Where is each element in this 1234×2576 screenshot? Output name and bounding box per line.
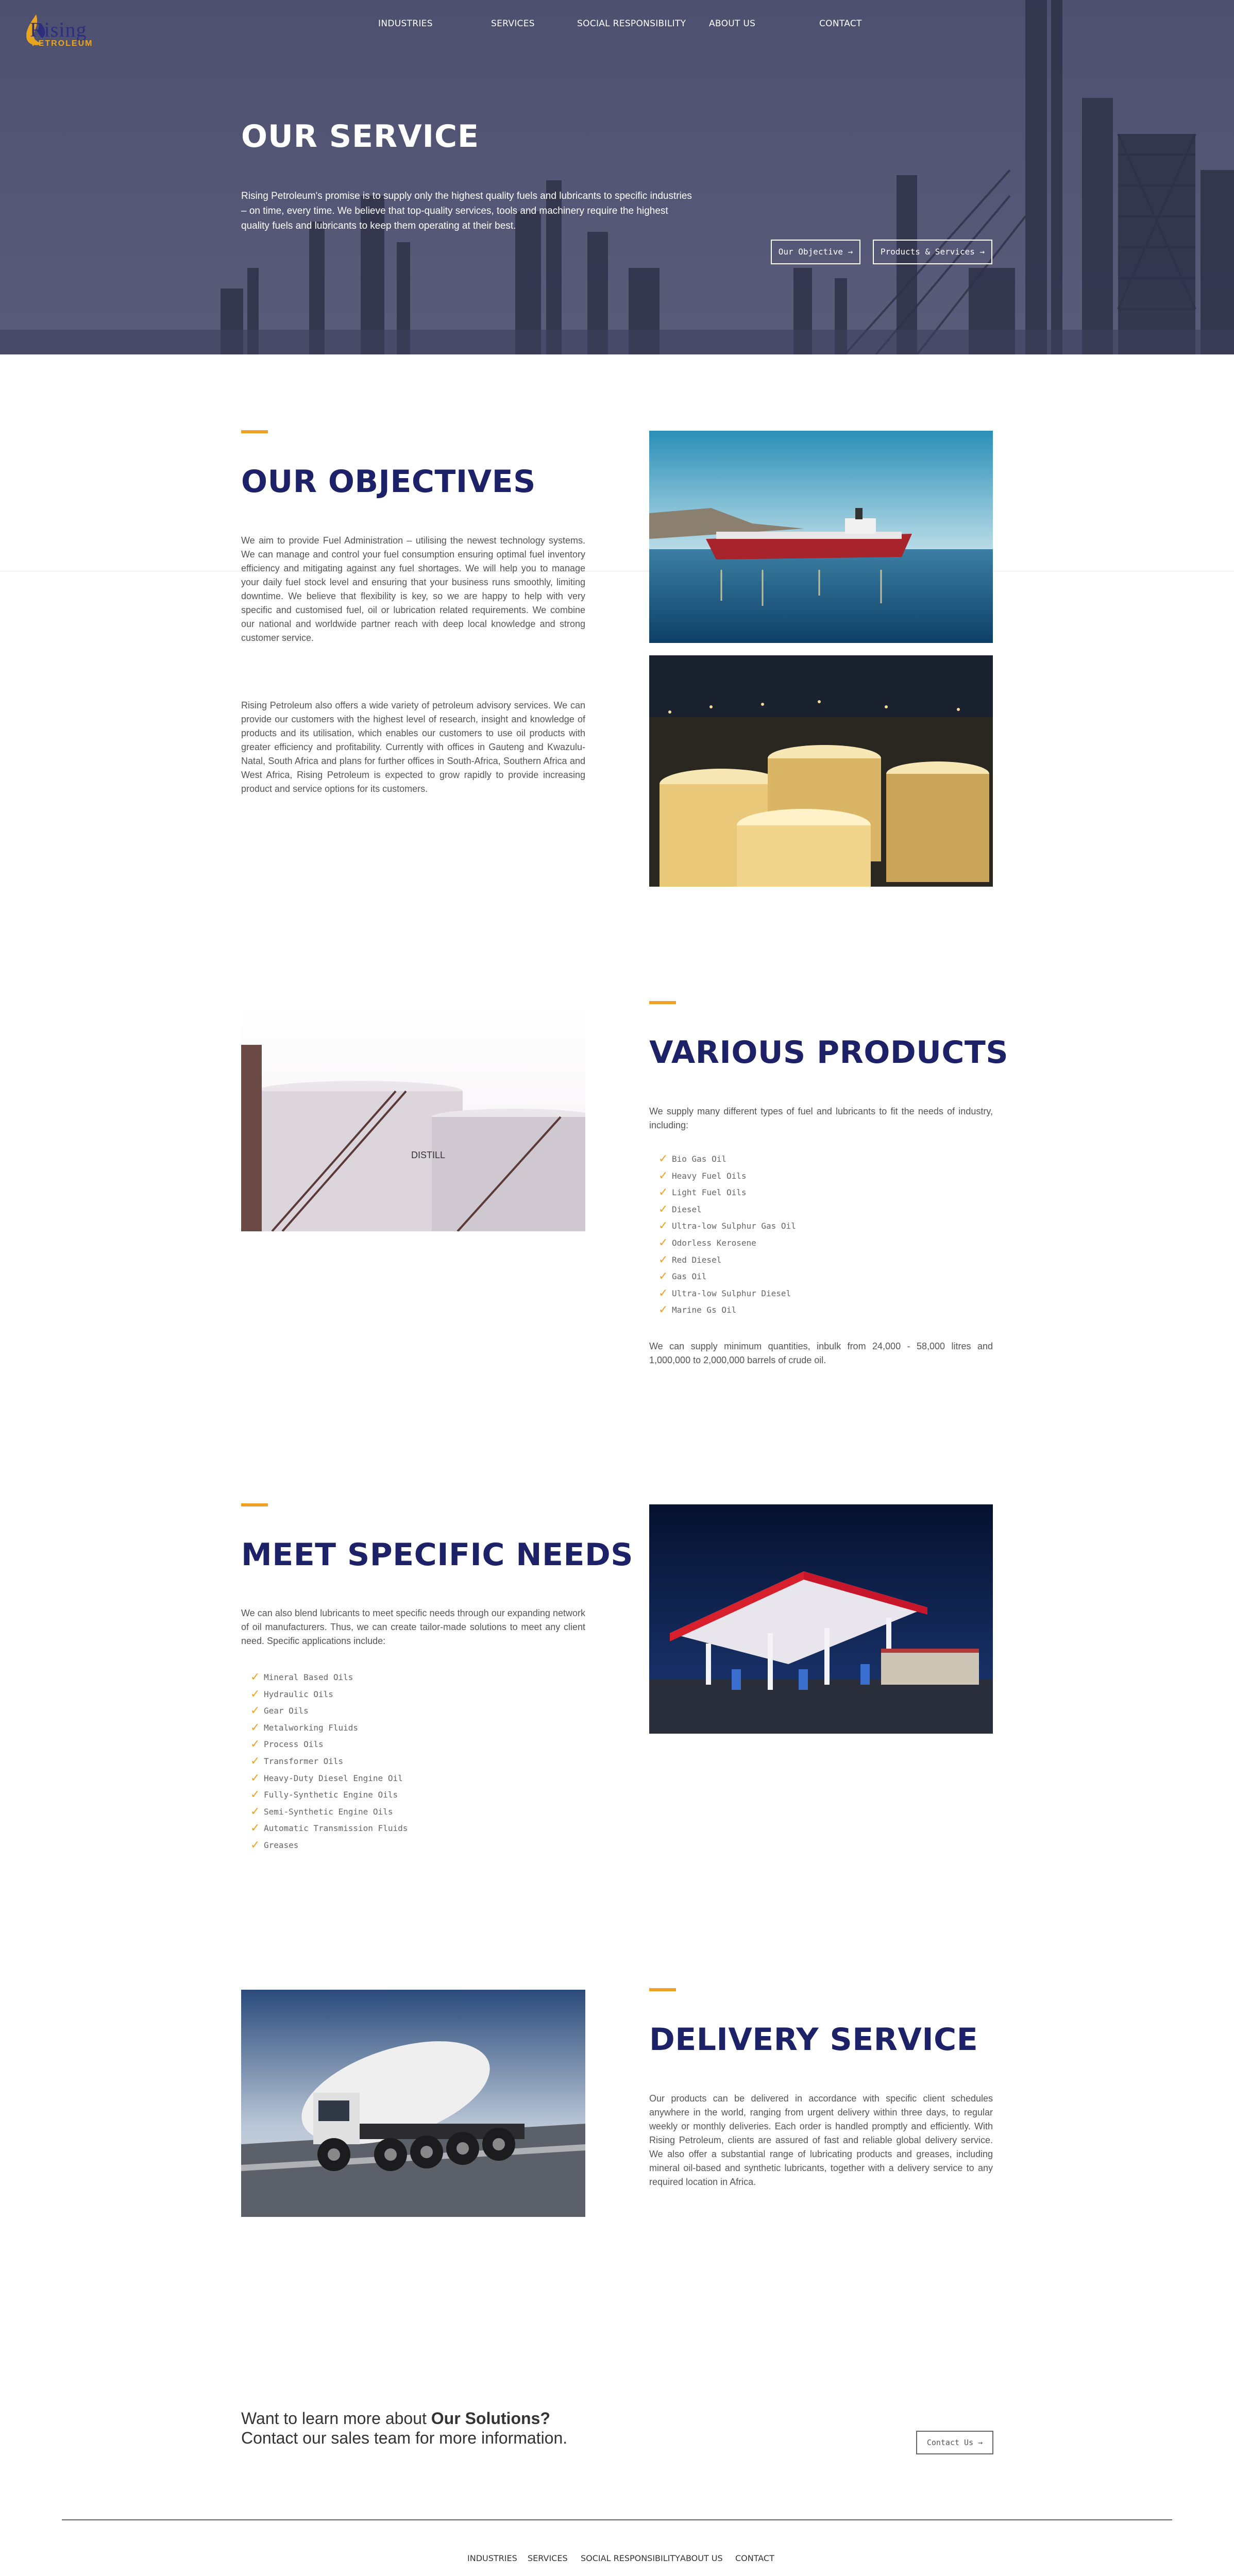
products-intro: We supply many different types of fuel and lubricants to fit the needs of industry, including:: [649, 1106, 993, 1130]
objectives-paragraph-2: Rising Petroleum also offers a wide variety of petroleum advisory services. We can provide our customers with the highest level of research, insight and knowledge of products and its utilisation, which enables our customers to use oil products with greater efficiency and profitability. Currently with offices in Gauteng and Kwazulu-Natal, South Africa and plans for further offices in South-Africa, Southern Africa and West Africa, Rising Petroleum is expected to grow rapidly to provide increasing product and service options for its customers.: [241, 700, 585, 794]
footer-nav-industries[interactable]: INDUSTRIES: [467, 2553, 517, 2563]
list-item-label: Semi-Synthetic Engine Oils: [264, 1806, 393, 1817]
list-item: [250, 1753, 408, 1770]
list-item-label: Odorless Kerosene: [672, 1238, 756, 1248]
products-quantities: We can supply minimum quantities, inbulk from 24,000 - 58,000 litres and 1,000,000 to 2,000,000 barrels of crude oil.: [649, 1341, 993, 1365]
list-item-label: Hydraulic Oils: [264, 1689, 333, 1699]
list-item: [250, 1720, 408, 1737]
needs-list: [250, 1669, 408, 1854]
list-item: [658, 1151, 796, 1168]
list-item: [658, 1285, 796, 1302]
list-item: [250, 1736, 408, 1753]
list-item-label: Light Fuel Oils: [672, 1188, 747, 1198]
check-icon: ✓: [250, 1838, 260, 1852]
footer-nav-about-us[interactable]: ABOUT US: [680, 2553, 723, 2563]
list-item-label: Gear Oils: [264, 1706, 309, 1716]
storage-tanks-night-photo: [649, 655, 993, 887]
check-icon: ✓: [658, 1270, 668, 1283]
list-item: [658, 1218, 796, 1235]
list-item-label: Ultra-low Sulphur Gas Oil: [672, 1221, 796, 1231]
fuel-station-night-photo: [649, 1504, 993, 1734]
list-item-label: Heavy-Duty Diesel Engine Oil: [264, 1773, 403, 1783]
check-icon: ✓: [658, 1169, 668, 1182]
cta-heading-bold: Our Solutions?: [431, 2409, 550, 2428]
list-item-label: Transformer Oils: [264, 1756, 344, 1766]
cta-heading: [241, 2409, 550, 2428]
list-item-label: Bio Gas Oil: [672, 1154, 726, 1164]
list-item-label: Automatic Transmission Fluids: [264, 1823, 408, 1834]
delivery-paragraph: Our products can be delivered in accordance with specific client schedules anywhere in the world, ranging from urgent delivery within three days, to regular weekly or monthly deliveries. Each order is handled promptly and efficiently. With Rising Petroleum, clients are assured of fast and reliable global delivery service. We also offer a substantial range of lubricating products and greases, including mineral oil-based and synthetic lubricants, together with a delivery service to any required location in Africa.: [649, 2093, 993, 2187]
list-item: [250, 1820, 408, 1837]
products-services-button[interactable]: Products & Services →: [873, 240, 992, 264]
list-item: [250, 1787, 408, 1804]
nav-industries[interactable]: INDUSTRIES: [378, 19, 433, 29]
objectives-paragraph-1: We aim to provide Fuel Administration – utilising the newest technology systems. We can manage and control your fuel consumption ensuring optimal fuel inventory efficiency and mitigating against any fuel shortages. We will help you to manage your daily fuel stock level and ensuring that your business runs smoothly, limiting downtime. We believe that flexibility is key, so we are happy to help with very specific and customised fuel, oil or lubrication related requirements. We combine our national and worldwide partner reach with deep local knowledge and strong customer service.: [241, 535, 585, 643]
list-item-label: Red Diesel: [672, 1255, 722, 1265]
check-icon: ✓: [250, 1671, 260, 1684]
check-icon: ✓: [658, 1303, 668, 1317]
list-item: [658, 1252, 796, 1269]
list-item-label: Fully-Synthetic Engine Oils: [264, 1790, 398, 1800]
logo-wordmark: Rising: [30, 18, 87, 41]
list-item-label: Metalworking Fluids: [264, 1722, 359, 1733]
check-icon: ✓: [658, 1186, 668, 1199]
check-icon: ✓: [250, 1771, 260, 1785]
needs-intro: We can also blend lubricants to meet specific needs through our expanding network of oil manufacturers. Thus, we can create tailor-made solutions to meet any client need. Specific applications include:: [241, 1608, 585, 1646]
check-icon: ✓: [250, 1738, 260, 1751]
check-icon: ✓: [250, 1721, 260, 1734]
list-item: [250, 1804, 408, 1821]
hero-title: OUR SERVICE: [241, 118, 479, 155]
cta-heading-text: Want to learn more about: [241, 2409, 431, 2428]
needs-title: MEET SPECIFIC NEEDS: [241, 1537, 633, 1573]
refinery-background-image: [0, 0, 1234, 354]
list-item: [250, 1686, 408, 1703]
footer-divider: [62, 2519, 1172, 2520]
objectives-title: OUR OBJECTIVES: [241, 464, 536, 500]
footer-nav-social-responsibility[interactable]: SOCIAL RESPONSIBILITY: [581, 2553, 680, 2563]
nav-contact[interactable]: CONTACT: [819, 19, 862, 29]
list-item-label: Mineral Based Oils: [264, 1672, 353, 1682]
nav-about-us[interactable]: ABOUT US: [709, 19, 756, 29]
footer-nav-contact[interactable]: CONTACT: [735, 2553, 774, 2563]
check-icon: ✓: [658, 1153, 668, 1165]
check-icon: ✓: [250, 1704, 260, 1718]
check-icon: ✓: [658, 1253, 668, 1266]
products-accent-bar: [649, 1001, 676, 1004]
main-navigation: [0, 19, 1234, 34]
list-item: [658, 1201, 796, 1218]
list-item: [658, 1184, 796, 1201]
check-icon: ✓: [658, 1202, 668, 1216]
distillate-tanks-photo: [241, 1004, 585, 1231]
check-icon: ✓: [250, 1805, 260, 1818]
logo-subtitle: PETROLEUM: [32, 39, 93, 48]
nav-services[interactable]: SERVICES: [491, 19, 535, 29]
tanker-ship-photo: [649, 431, 993, 643]
delivery-title: DELIVERY SERVICE: [649, 2022, 978, 2058]
list-item-label: Diesel: [672, 1204, 702, 1214]
hero-description: Rising Petroleum's promise is to supply only the highest quality fuels and lubricants to specific industries – on time, every time. We believe that top-quality services, tools and machinery require the highest quality fuels and lubricants to keep them operating at their best.: [241, 191, 692, 231]
tanker-truck-photo: [241, 1990, 585, 2217]
list-item-label: Greases: [264, 1840, 299, 1850]
our-objective-button[interactable]: Our Objective →: [771, 240, 860, 264]
cta-subheading: Contact our sales team for more information.: [241, 2429, 568, 2447]
list-item-label: Marine Gs Oil: [672, 1305, 737, 1315]
list-item: [658, 1302, 796, 1319]
list-item-label: Heavy Fuel Oils: [672, 1171, 747, 1181]
list-item: [250, 1837, 408, 1854]
check-icon: ✓: [658, 1286, 668, 1300]
footer-nav-services[interactable]: SERVICES: [528, 2553, 568, 2563]
needs-accent-bar: [241, 1503, 268, 1506]
contact-us-button[interactable]: Contact Us →: [916, 2431, 993, 2454]
objectives-accent-bar: [241, 430, 268, 433]
products-list: [658, 1151, 796, 1319]
check-icon: ✓: [658, 1236, 668, 1249]
nav-social-responsibility[interactable]: SOCIAL RESPONSIBILITY: [577, 19, 686, 29]
check-icon: ✓: [250, 1687, 260, 1701]
check-icon: ✓: [250, 1822, 260, 1835]
list-item-label: Ultra-low Sulphur Diesel: [672, 1288, 791, 1298]
list-item: [658, 1168, 796, 1185]
list-item: [250, 1703, 408, 1720]
list-item: [658, 1235, 796, 1252]
list-item: [658, 1268, 796, 1285]
list-item-label: Gas Oil: [672, 1272, 707, 1282]
list-item: [250, 1770, 408, 1787]
list-item: [250, 1669, 408, 1686]
list-item-label: Process Oils: [264, 1739, 324, 1750]
check-icon: ✓: [250, 1788, 260, 1802]
products-title: VARIOUS PRODUCTS: [649, 1035, 1009, 1071]
check-icon: ✓: [658, 1219, 668, 1233]
check-icon: ✓: [250, 1754, 260, 1768]
tank-label-text: DISTILL: [411, 1150, 446, 1160]
delivery-accent-bar: [649, 1988, 676, 1991]
hero-banner: [0, 0, 1234, 354]
